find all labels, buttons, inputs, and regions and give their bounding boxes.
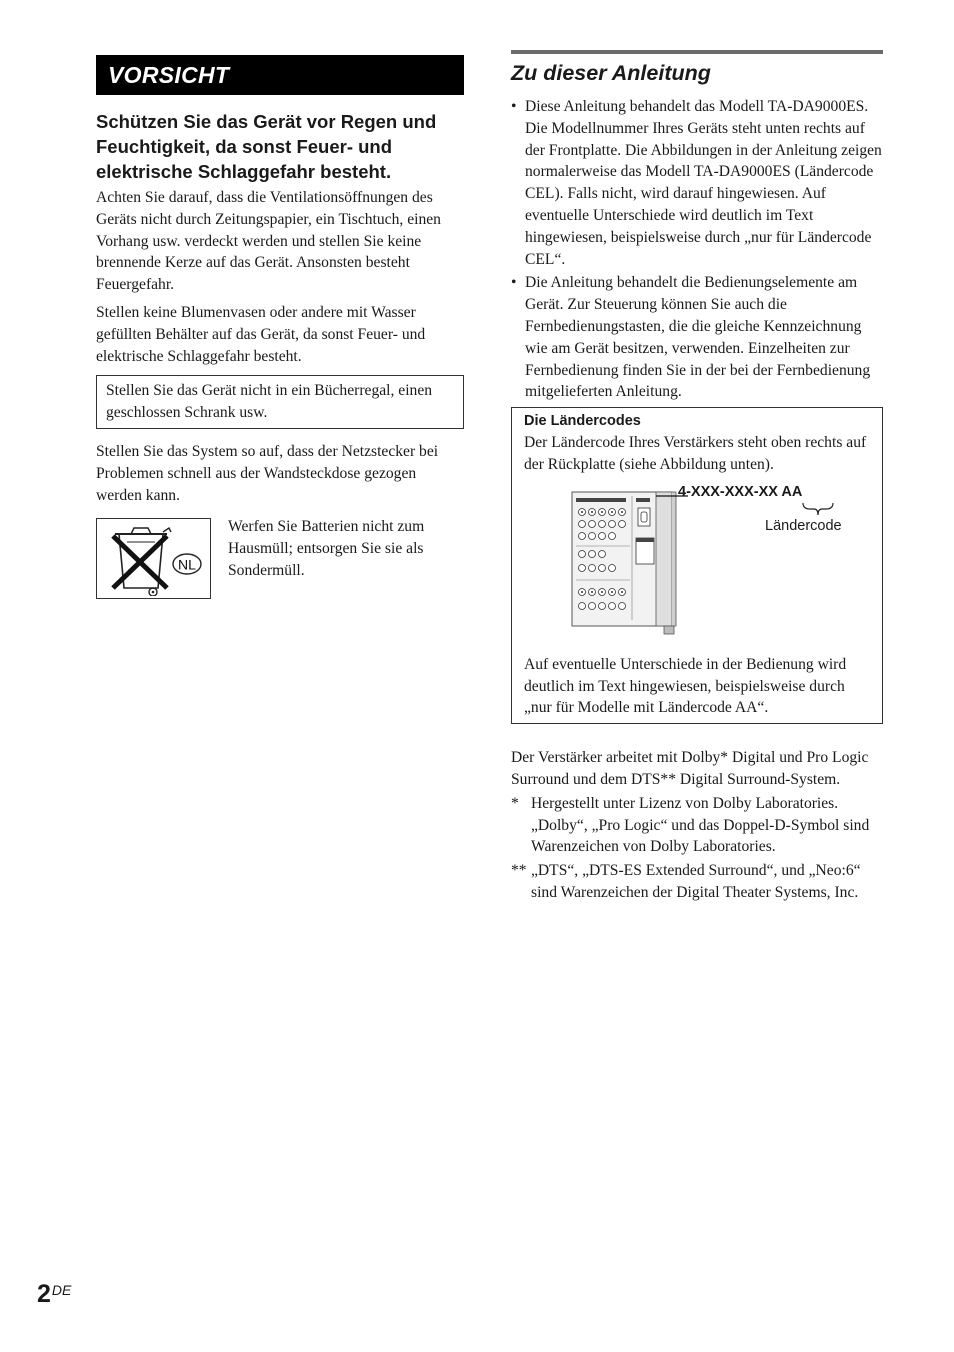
footnote-dts <box>511 860 883 904</box>
vorsicht-banner-text: VORSICHT <box>108 61 230 88</box>
list-item: • Die Anleitung behandelt die Bedienungselemente am Gerät. Zur Steuerung können Sie auch die Fernbedienungstasten, die die gleiche Kennzeichnung wie am Gerät besitzen, verwenden. Einzelheiten zur Fernbedienung finden Sie in der bei der Fernbedienung mitgelieferten Anleitung. <box>511 274 871 401</box>
crossed-out-wheelie-bin-icon <box>101 522 206 596</box>
amplifier-rear-panel-illustration <box>556 488 706 638</box>
country-code-brace <box>801 501 835 517</box>
bookshelf-note-text: Stellen Sie das Gerät nicht in ein Bücherregal, einen geschlossen Schrank usw. <box>106 382 433 422</box>
vorsicht-banner <box>96 55 464 95</box>
footnote-mark: * <box>511 794 519 812</box>
list-item-text: Diese Anleitung behandelt das Modell TA-DA9000ES. Die Modellnummer Ihres Geräts steht unten rechts auf der Frontplatte. Die Abbildungen in der Anleitung zeigen normalerweise das Modell TA-DA9000ES (Ländercode CEL). Falls nicht, wird darauf hingewiesen. Auf eventuelle Unterschiede wird deutlich im Text hingewiesen, beispielsweise durch „nur für Ländercode CEL“. <box>525 98 882 268</box>
vase-paragraph: Stellen keine Blumenvasen oder andere mit Wasser gefüllten Behälter auf das Gerät, da sonst Feuer- und elektrische Schlaggefahr besteht. <box>96 303 426 365</box>
bookshelf-note-box <box>96 375 464 429</box>
page-number-value: 2 <box>37 1280 51 1308</box>
list-item-text: Die Anleitung behandelt die Bedienungselemente am Gerät. Zur Steuerung können Sie auch die Fernbedienungstasten, die die gleiche Kennzeichnung wie am Gerät besitzen, verwenden. Einzelheiten zur Fernbedienung finden Sie in der bei der Fernbedienung mitgelieferten Anleitung. <box>525 274 871 401</box>
country-code-title: Die Ländercodes <box>524 413 641 430</box>
ventilation-paragraph: Achten Sie darauf, dass die Ventilationsöffnungen des Geräts nicht durch Zeitungspapier, ein Tischtuch, einen Vorhang usw. verdeckt werden und stellen Sie keine brennende Kerze auf das Gerät. Ansonsten besteht Feuergefahr. <box>96 189 441 294</box>
rear-panel-figure <box>524 484 871 652</box>
country-code-outro: Auf eventuelle Unterschiede in der Bedienung wird deutlich im Text hingewiesen, beispielsweise durch „nur für Modelle mit Ländercode AA“. <box>524 655 847 717</box>
country-code-intro: Der Ländercode Ihres Verstärkers steht oben rechts auf der Rückplatte (siehe Abbildung unten). <box>524 434 867 473</box>
battery-disposal-row <box>96 518 464 599</box>
page-language-suffix: DE <box>51 1282 72 1298</box>
list-item: • Diese Anleitung behandelt das Modell TA-DA9000ES. Die Modellnummer Ihres Geräts steht unten rechts auf der Frontplatte. Die Abbildungen in der Anleitung zeigen normalerweise das Modell TA-DA9000ES (Ländercode CEL). Falls nicht, wird darauf hingewiesen. Auf eventuelle Unterschiede wird deutlich im Text hingewiesen, beispielsweise durch „nur für Ländercode CEL“. <box>511 98 882 268</box>
right-column <box>511 50 883 904</box>
about-manual-list <box>511 96 883 403</box>
footnote-text: Hergestellt unter Lizenz von Dolby Laboratories. „Dolby“, „Pro Logic“ und das Doppel-D-Symbol sind Warenzeichen von Dolby Laboratories. <box>531 794 870 856</box>
country-code-box <box>511 407 883 724</box>
page-number <box>37 1280 71 1309</box>
plug-paragraph: Stellen Sie das System so auf, dass der Netzstecker bei Problemen schnell aus der Wandsteckdose gezogen werden kann. <box>96 442 439 504</box>
battery-symbol-text: NL <box>178 556 196 573</box>
section-title: Zu dieser Anleitung <box>511 61 711 85</box>
footnote-dolby <box>511 793 883 858</box>
battery-symbol-box <box>96 518 211 599</box>
dolby-dts-paragraph: Der Verstärker arbeitet mit Dolby* Digital und Pro Logic Surround und dem DTS** Digital Surround-System. <box>511 749 869 788</box>
country-code-caption: Ländercode <box>765 517 842 534</box>
footnote-mark: ** <box>511 862 527 880</box>
country-code-label: 4-XXX-XXX-XX AA <box>678 483 803 500</box>
section-rule <box>511 50 883 54</box>
left-column <box>96 55 464 599</box>
warning-heading: Schützen Sie das Gerät vor Regen und Feuchtigkeit, da sonst Feuer- und elektrische Schlaggefahr besteht. <box>96 111 437 182</box>
battery-disposal-text: Werfen Sie Batterien nicht zum Hausmüll; entsorgen Sie sie als Sondermüll. <box>228 518 425 579</box>
footnote-text: „DTS“, „DTS-ES Extended Surround“, und „Neo:6“ sind Warenzeichen der Digital Theater Systems, Inc. <box>531 862 861 901</box>
